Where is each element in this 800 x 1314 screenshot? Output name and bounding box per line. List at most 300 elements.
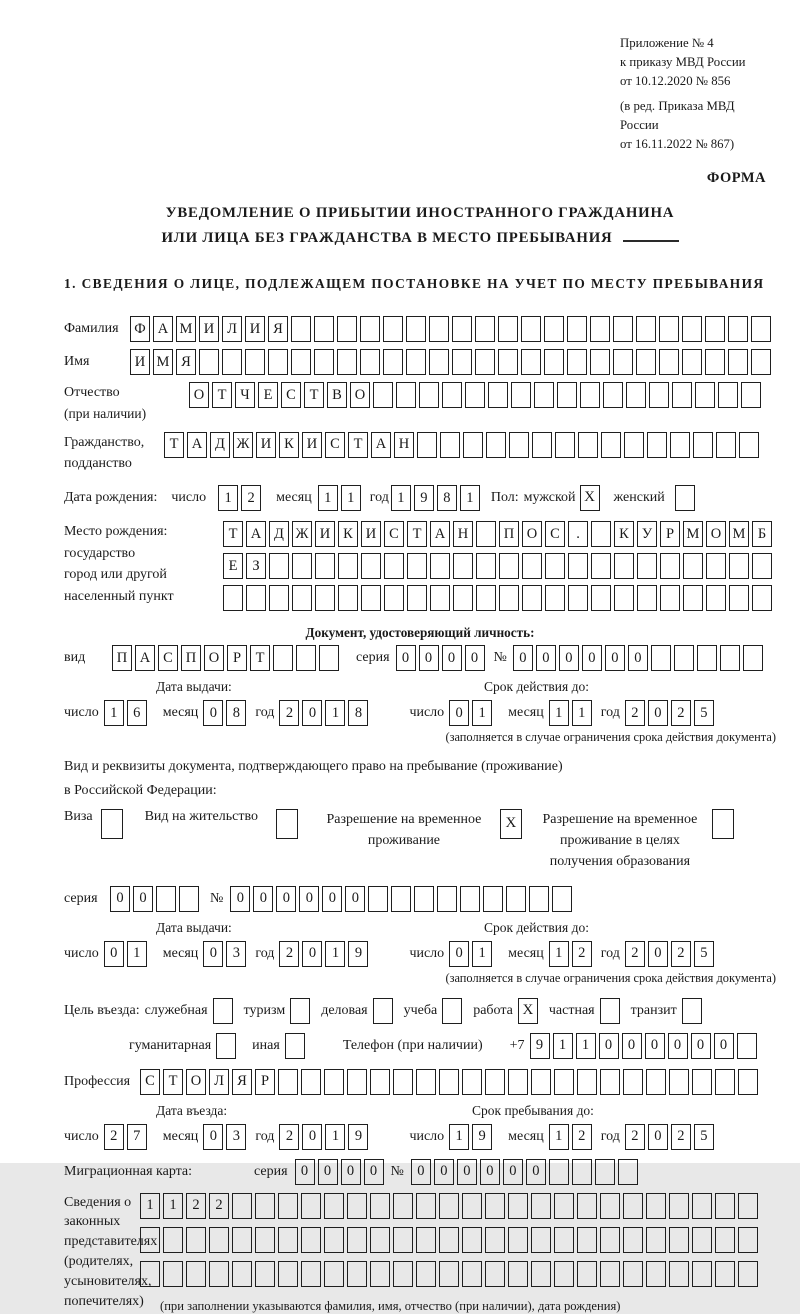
char-cell[interactable] bbox=[729, 553, 749, 579]
char-cell[interactable] bbox=[706, 553, 726, 579]
char-cell[interactable] bbox=[728, 349, 748, 375]
char-cell[interactable] bbox=[407, 553, 427, 579]
char-cell[interactable]: Л bbox=[222, 316, 242, 342]
char-cell[interactable] bbox=[669, 1193, 689, 1219]
char-cell[interactable] bbox=[545, 553, 565, 579]
char-cell[interactable] bbox=[659, 349, 679, 375]
char-cell[interactable] bbox=[595, 1159, 615, 1185]
char-cell[interactable] bbox=[278, 1193, 298, 1219]
char-cell[interactable] bbox=[590, 316, 610, 342]
char-cell[interactable] bbox=[590, 349, 610, 375]
char-cell[interactable] bbox=[453, 553, 473, 579]
char-cell[interactable]: А bbox=[153, 316, 173, 342]
char-cell[interactable] bbox=[483, 886, 503, 912]
char-cell[interactable]: 0 bbox=[276, 886, 296, 912]
char-cell[interactable]: 5 bbox=[694, 941, 714, 967]
char-cell[interactable] bbox=[430, 553, 450, 579]
char-cell[interactable] bbox=[391, 886, 411, 912]
char-cell[interactable]: М bbox=[729, 521, 749, 547]
char-cell[interactable] bbox=[693, 432, 713, 458]
char-cell[interactable]: И bbox=[256, 432, 276, 458]
char-cell[interactable]: А bbox=[135, 645, 155, 671]
purpose-other-checkbox[interactable] bbox=[285, 1033, 305, 1059]
char-cell[interactable] bbox=[324, 1069, 344, 1095]
char-cell[interactable] bbox=[452, 316, 472, 342]
char-cell[interactable]: 2 bbox=[104, 1124, 124, 1150]
char-cell[interactable] bbox=[572, 1159, 592, 1185]
char-cell[interactable] bbox=[278, 1227, 298, 1253]
char-cell[interactable] bbox=[682, 349, 702, 375]
char-cell[interactable]: 1 bbox=[572, 700, 592, 726]
char-cell[interactable] bbox=[439, 1227, 459, 1253]
char-cell[interactable]: 0 bbox=[465, 645, 485, 671]
char-cell[interactable] bbox=[301, 1227, 321, 1253]
char-cell[interactable] bbox=[383, 316, 403, 342]
char-cell[interactable] bbox=[552, 886, 572, 912]
char-cell[interactable]: 1 bbox=[460, 485, 480, 511]
char-cell[interactable] bbox=[715, 1261, 735, 1287]
char-cell[interactable] bbox=[439, 1193, 459, 1219]
char-cell[interactable] bbox=[442, 382, 462, 408]
char-cell[interactable] bbox=[601, 432, 621, 458]
char-cell[interactable] bbox=[370, 1261, 390, 1287]
char-cell[interactable] bbox=[324, 1261, 344, 1287]
char-cell[interactable]: 2 bbox=[671, 700, 691, 726]
char-cell[interactable]: Т bbox=[348, 432, 368, 458]
char-cell[interactable] bbox=[738, 1193, 758, 1219]
char-cell[interactable] bbox=[475, 316, 495, 342]
char-cell[interactable]: 3 bbox=[226, 941, 246, 967]
char-cell[interactable]: В bbox=[327, 382, 347, 408]
char-cell[interactable] bbox=[499, 585, 519, 611]
char-cell[interactable] bbox=[319, 645, 339, 671]
char-cell[interactable] bbox=[407, 585, 427, 611]
char-cell[interactable]: 0 bbox=[449, 700, 469, 726]
char-cell[interactable]: 8 bbox=[437, 485, 457, 511]
char-cell[interactable]: 2 bbox=[572, 941, 592, 967]
char-cell[interactable] bbox=[531, 1261, 551, 1287]
char-cell[interactable]: П bbox=[181, 645, 201, 671]
char-cell[interactable] bbox=[393, 1193, 413, 1219]
char-cell[interactable] bbox=[485, 1261, 505, 1287]
char-cell[interactable]: 0 bbox=[110, 886, 130, 912]
char-cell[interactable] bbox=[246, 585, 266, 611]
char-cell[interactable] bbox=[692, 1261, 712, 1287]
char-cell[interactable] bbox=[179, 886, 199, 912]
char-cell[interactable]: Н bbox=[394, 432, 414, 458]
char-cell[interactable] bbox=[186, 1261, 206, 1287]
char-cell[interactable] bbox=[545, 585, 565, 611]
char-cell[interactable]: П bbox=[112, 645, 132, 671]
char-cell[interactable] bbox=[460, 886, 480, 912]
char-cell[interactable]: Р bbox=[255, 1069, 275, 1095]
char-cell[interactable] bbox=[614, 585, 634, 611]
char-cell[interactable] bbox=[437, 886, 457, 912]
char-cell[interactable] bbox=[301, 1261, 321, 1287]
char-cell[interactable] bbox=[522, 553, 542, 579]
char-cell[interactable]: 1 bbox=[549, 941, 569, 967]
char-cell[interactable]: 1 bbox=[127, 941, 147, 967]
char-cell[interactable]: 1 bbox=[218, 485, 238, 511]
char-cell[interactable]: Д bbox=[210, 432, 230, 458]
char-cell[interactable]: О bbox=[350, 382, 370, 408]
char-cell[interactable] bbox=[429, 316, 449, 342]
char-cell[interactable]: О bbox=[706, 521, 726, 547]
char-cell[interactable] bbox=[440, 432, 460, 458]
char-cell[interactable] bbox=[705, 316, 725, 342]
char-cell[interactable]: 0 bbox=[299, 886, 319, 912]
char-cell[interactable] bbox=[660, 553, 680, 579]
char-cell[interactable]: 0 bbox=[302, 941, 322, 967]
char-cell[interactable] bbox=[651, 645, 671, 671]
char-cell[interactable] bbox=[600, 1227, 620, 1253]
char-cell[interactable] bbox=[529, 886, 549, 912]
char-cell[interactable]: 8 bbox=[348, 700, 368, 726]
char-cell[interactable]: 0 bbox=[133, 886, 153, 912]
char-cell[interactable] bbox=[476, 585, 496, 611]
char-cell[interactable]: Я bbox=[232, 1069, 252, 1095]
char-cell[interactable]: Т bbox=[163, 1069, 183, 1095]
char-cell[interactable]: 9 bbox=[348, 1124, 368, 1150]
char-cell[interactable] bbox=[623, 1261, 643, 1287]
char-cell[interactable] bbox=[637, 585, 657, 611]
char-cell[interactable] bbox=[692, 1069, 712, 1095]
char-cell[interactable] bbox=[499, 553, 519, 579]
char-cell[interactable] bbox=[462, 1069, 482, 1095]
purpose-transit-checkbox[interactable] bbox=[682, 998, 702, 1024]
char-cell[interactable] bbox=[509, 432, 529, 458]
char-cell[interactable] bbox=[347, 1227, 367, 1253]
char-cell[interactable] bbox=[521, 349, 541, 375]
char-cell[interactable] bbox=[453, 585, 473, 611]
char-cell[interactable] bbox=[223, 585, 243, 611]
char-cell[interactable] bbox=[603, 382, 623, 408]
char-cell[interactable] bbox=[660, 585, 680, 611]
purpose-humanitarian-checkbox[interactable] bbox=[216, 1033, 236, 1059]
char-cell[interactable]: 5 bbox=[694, 1124, 714, 1150]
char-cell[interactable] bbox=[738, 1227, 758, 1253]
char-cell[interactable]: А bbox=[371, 432, 391, 458]
char-cell[interactable] bbox=[361, 553, 381, 579]
char-cell[interactable]: 1 bbox=[576, 1033, 596, 1059]
char-cell[interactable] bbox=[301, 1069, 321, 1095]
char-cell[interactable]: А bbox=[246, 521, 266, 547]
char-cell[interactable] bbox=[544, 349, 564, 375]
char-cell[interactable] bbox=[720, 645, 740, 671]
char-cell[interactable] bbox=[255, 1261, 275, 1287]
char-cell[interactable] bbox=[416, 1261, 436, 1287]
char-cell[interactable] bbox=[705, 349, 725, 375]
char-cell[interactable] bbox=[337, 316, 357, 342]
char-cell[interactable] bbox=[567, 349, 587, 375]
char-cell[interactable] bbox=[278, 1069, 298, 1095]
char-cell[interactable]: И bbox=[199, 316, 219, 342]
char-cell[interactable] bbox=[741, 382, 761, 408]
char-cell[interactable]: 3 bbox=[226, 1124, 246, 1150]
char-cell[interactable] bbox=[613, 316, 633, 342]
char-cell[interactable]: 0 bbox=[526, 1159, 546, 1185]
char-cell[interactable]: Д bbox=[269, 521, 289, 547]
char-cell[interactable] bbox=[600, 1069, 620, 1095]
char-cell[interactable]: 2 bbox=[625, 941, 645, 967]
char-cell[interactable]: 0 bbox=[668, 1033, 688, 1059]
char-cell[interactable] bbox=[370, 1227, 390, 1253]
char-cell[interactable] bbox=[199, 349, 219, 375]
char-cell[interactable]: И bbox=[302, 432, 322, 458]
char-cell[interactable] bbox=[623, 1069, 643, 1095]
temp-residence-edu-checkbox[interactable] bbox=[712, 809, 734, 839]
char-cell[interactable]: 0 bbox=[449, 941, 469, 967]
char-cell[interactable]: Л bbox=[209, 1069, 229, 1095]
char-cell[interactable]: 2 bbox=[241, 485, 261, 511]
char-cell[interactable]: 2 bbox=[671, 941, 691, 967]
char-cell[interactable]: К bbox=[279, 432, 299, 458]
char-cell[interactable]: К bbox=[614, 521, 634, 547]
char-cell[interactable] bbox=[417, 432, 437, 458]
char-cell[interactable] bbox=[636, 349, 656, 375]
char-cell[interactable] bbox=[636, 316, 656, 342]
char-cell[interactable] bbox=[508, 1193, 528, 1219]
char-cell[interactable] bbox=[554, 1261, 574, 1287]
char-cell[interactable] bbox=[232, 1227, 252, 1253]
char-cell[interactable] bbox=[315, 553, 335, 579]
char-cell[interactable]: 0 bbox=[628, 645, 648, 671]
char-cell[interactable]: 9 bbox=[530, 1033, 550, 1059]
char-cell[interactable] bbox=[232, 1193, 252, 1219]
char-cell[interactable]: 0 bbox=[648, 700, 668, 726]
char-cell[interactable] bbox=[568, 585, 588, 611]
char-cell[interactable] bbox=[718, 382, 738, 408]
purpose-business-checkbox[interactable] bbox=[373, 998, 393, 1024]
char-cell[interactable] bbox=[485, 1227, 505, 1253]
char-cell[interactable] bbox=[554, 1193, 574, 1219]
char-cell[interactable]: Б bbox=[752, 521, 772, 547]
char-cell[interactable] bbox=[156, 886, 176, 912]
char-cell[interactable] bbox=[532, 432, 552, 458]
char-cell[interactable] bbox=[544, 316, 564, 342]
char-cell[interactable] bbox=[462, 1261, 482, 1287]
char-cell[interactable] bbox=[682, 316, 702, 342]
char-cell[interactable] bbox=[360, 349, 380, 375]
char-cell[interactable] bbox=[683, 553, 703, 579]
char-cell[interactable] bbox=[273, 645, 293, 671]
char-cell[interactable]: 0 bbox=[691, 1033, 711, 1059]
char-cell[interactable] bbox=[646, 1227, 666, 1253]
char-cell[interactable]: 5 bbox=[694, 700, 714, 726]
char-cell[interactable] bbox=[637, 553, 657, 579]
char-cell[interactable] bbox=[557, 382, 577, 408]
char-cell[interactable] bbox=[498, 316, 518, 342]
char-cell[interactable] bbox=[476, 553, 496, 579]
char-cell[interactable]: 2 bbox=[279, 941, 299, 967]
char-cell[interactable] bbox=[728, 316, 748, 342]
char-cell[interactable]: Ж bbox=[233, 432, 253, 458]
char-cell[interactable] bbox=[715, 1227, 735, 1253]
char-cell[interactable]: П bbox=[499, 521, 519, 547]
char-cell[interactable] bbox=[416, 1227, 436, 1253]
char-cell[interactable]: 0 bbox=[203, 1124, 223, 1150]
char-cell[interactable] bbox=[683, 585, 703, 611]
char-cell[interactable] bbox=[580, 382, 600, 408]
char-cell[interactable]: 1 bbox=[318, 485, 338, 511]
char-cell[interactable] bbox=[255, 1227, 275, 1253]
char-cell[interactable]: 2 bbox=[209, 1193, 229, 1219]
char-cell[interactable]: 6 bbox=[127, 700, 147, 726]
char-cell[interactable] bbox=[384, 585, 404, 611]
char-cell[interactable] bbox=[508, 1069, 528, 1095]
char-cell[interactable] bbox=[715, 1193, 735, 1219]
char-cell[interactable] bbox=[626, 382, 646, 408]
char-cell[interactable] bbox=[314, 349, 334, 375]
char-cell[interactable] bbox=[314, 316, 334, 342]
char-cell[interactable]: 0 bbox=[599, 1033, 619, 1059]
char-cell[interactable] bbox=[554, 1069, 574, 1095]
char-cell[interactable] bbox=[324, 1227, 344, 1253]
char-cell[interactable] bbox=[393, 1261, 413, 1287]
char-cell[interactable] bbox=[324, 1193, 344, 1219]
char-cell[interactable]: 2 bbox=[572, 1124, 592, 1150]
char-cell[interactable] bbox=[462, 1227, 482, 1253]
char-cell[interactable] bbox=[591, 585, 611, 611]
char-cell[interactable] bbox=[577, 1193, 597, 1219]
char-cell[interactable]: И bbox=[315, 521, 335, 547]
char-cell[interactable]: Т bbox=[407, 521, 427, 547]
char-cell[interactable] bbox=[508, 1261, 528, 1287]
char-cell[interactable]: Т bbox=[164, 432, 184, 458]
char-cell[interactable] bbox=[370, 1193, 390, 1219]
char-cell[interactable] bbox=[416, 1069, 436, 1095]
char-cell[interactable] bbox=[623, 1227, 643, 1253]
char-cell[interactable] bbox=[396, 382, 416, 408]
char-cell[interactable]: И bbox=[361, 521, 381, 547]
char-cell[interactable]: 0 bbox=[302, 1124, 322, 1150]
char-cell[interactable]: 0 bbox=[582, 645, 602, 671]
char-cell[interactable] bbox=[751, 316, 771, 342]
char-cell[interactable] bbox=[646, 1193, 666, 1219]
char-cell[interactable] bbox=[659, 316, 679, 342]
purpose-private-checkbox[interactable] bbox=[600, 998, 620, 1024]
char-cell[interactable] bbox=[430, 585, 450, 611]
char-cell[interactable] bbox=[522, 585, 542, 611]
char-cell[interactable] bbox=[361, 585, 381, 611]
char-cell[interactable] bbox=[452, 349, 472, 375]
char-cell[interactable] bbox=[549, 1159, 569, 1185]
char-cell[interactable]: Я bbox=[176, 349, 196, 375]
char-cell[interactable]: 0 bbox=[648, 1124, 668, 1150]
char-cell[interactable]: 0 bbox=[605, 645, 625, 671]
char-cell[interactable]: С bbox=[545, 521, 565, 547]
char-cell[interactable] bbox=[614, 553, 634, 579]
char-cell[interactable] bbox=[669, 1227, 689, 1253]
char-cell[interactable] bbox=[600, 1193, 620, 1219]
char-cell[interactable]: 1 bbox=[472, 700, 492, 726]
char-cell[interactable] bbox=[269, 585, 289, 611]
char-cell[interactable] bbox=[591, 553, 611, 579]
char-cell[interactable]: 9 bbox=[472, 1124, 492, 1150]
char-cell[interactable] bbox=[600, 1261, 620, 1287]
char-cell[interactable] bbox=[674, 645, 694, 671]
char-cell[interactable]: 0 bbox=[503, 1159, 523, 1185]
char-cell[interactable] bbox=[163, 1227, 183, 1253]
char-cell[interactable]: Ч bbox=[235, 382, 255, 408]
char-cell[interactable]: 0 bbox=[322, 886, 342, 912]
purpose-work-checkbox[interactable]: X bbox=[518, 998, 538, 1024]
char-cell[interactable]: Т bbox=[304, 382, 324, 408]
char-cell[interactable]: И bbox=[245, 316, 265, 342]
char-cell[interactable]: 1 bbox=[553, 1033, 573, 1059]
char-cell[interactable] bbox=[462, 1193, 482, 1219]
char-cell[interactable] bbox=[245, 349, 265, 375]
char-cell[interactable] bbox=[591, 521, 611, 547]
char-cell[interactable] bbox=[186, 1227, 206, 1253]
char-cell[interactable]: К bbox=[338, 521, 358, 547]
purpose-study-checkbox[interactable] bbox=[442, 998, 462, 1024]
char-cell[interactable] bbox=[269, 553, 289, 579]
char-cell[interactable]: Т bbox=[212, 382, 232, 408]
char-cell[interactable] bbox=[222, 349, 242, 375]
char-cell[interactable] bbox=[463, 432, 483, 458]
char-cell[interactable]: 0 bbox=[442, 645, 462, 671]
char-cell[interactable] bbox=[555, 432, 575, 458]
char-cell[interactable]: 0 bbox=[341, 1159, 361, 1185]
char-cell[interactable] bbox=[301, 1193, 321, 1219]
char-cell[interactable] bbox=[531, 1193, 551, 1219]
char-cell[interactable] bbox=[419, 382, 439, 408]
char-cell[interactable] bbox=[624, 432, 644, 458]
char-cell[interactable] bbox=[406, 349, 426, 375]
char-cell[interactable] bbox=[521, 316, 541, 342]
char-cell[interactable] bbox=[738, 1069, 758, 1095]
char-cell[interactable]: С bbox=[140, 1069, 160, 1095]
char-cell[interactable] bbox=[486, 432, 506, 458]
char-cell[interactable] bbox=[209, 1261, 229, 1287]
char-cell[interactable]: 7 bbox=[127, 1124, 147, 1150]
char-cell[interactable] bbox=[291, 349, 311, 375]
char-cell[interactable] bbox=[613, 349, 633, 375]
char-cell[interactable] bbox=[567, 316, 587, 342]
char-cell[interactable] bbox=[475, 349, 495, 375]
char-cell[interactable] bbox=[370, 1069, 390, 1095]
purpose-tourism-checkbox[interactable] bbox=[290, 998, 310, 1024]
char-cell[interactable]: З bbox=[246, 553, 266, 579]
char-cell[interactable]: Е bbox=[223, 553, 243, 579]
visa-checkbox[interactable] bbox=[101, 809, 123, 839]
char-cell[interactable] bbox=[697, 645, 717, 671]
char-cell[interactable] bbox=[511, 382, 531, 408]
char-cell[interactable] bbox=[209, 1227, 229, 1253]
char-cell[interactable] bbox=[338, 553, 358, 579]
char-cell[interactable]: 1 bbox=[549, 700, 569, 726]
char-cell[interactable]: 0 bbox=[364, 1159, 384, 1185]
char-cell[interactable]: 0 bbox=[253, 886, 273, 912]
char-cell[interactable] bbox=[695, 382, 715, 408]
char-cell[interactable] bbox=[706, 585, 726, 611]
char-cell[interactable]: 0 bbox=[480, 1159, 500, 1185]
char-cell[interactable] bbox=[416, 1193, 436, 1219]
char-cell[interactable] bbox=[296, 645, 316, 671]
char-cell[interactable]: Ф bbox=[130, 316, 150, 342]
char-cell[interactable] bbox=[393, 1069, 413, 1095]
char-cell[interactable]: О bbox=[189, 382, 209, 408]
char-cell[interactable]: 0 bbox=[230, 886, 250, 912]
char-cell[interactable]: С bbox=[325, 432, 345, 458]
char-cell[interactable]: 0 bbox=[302, 700, 322, 726]
char-cell[interactable]: А bbox=[430, 521, 450, 547]
char-cell[interactable]: С bbox=[158, 645, 178, 671]
char-cell[interactable] bbox=[692, 1193, 712, 1219]
char-cell[interactable]: 2 bbox=[186, 1193, 206, 1219]
char-cell[interactable] bbox=[568, 553, 588, 579]
